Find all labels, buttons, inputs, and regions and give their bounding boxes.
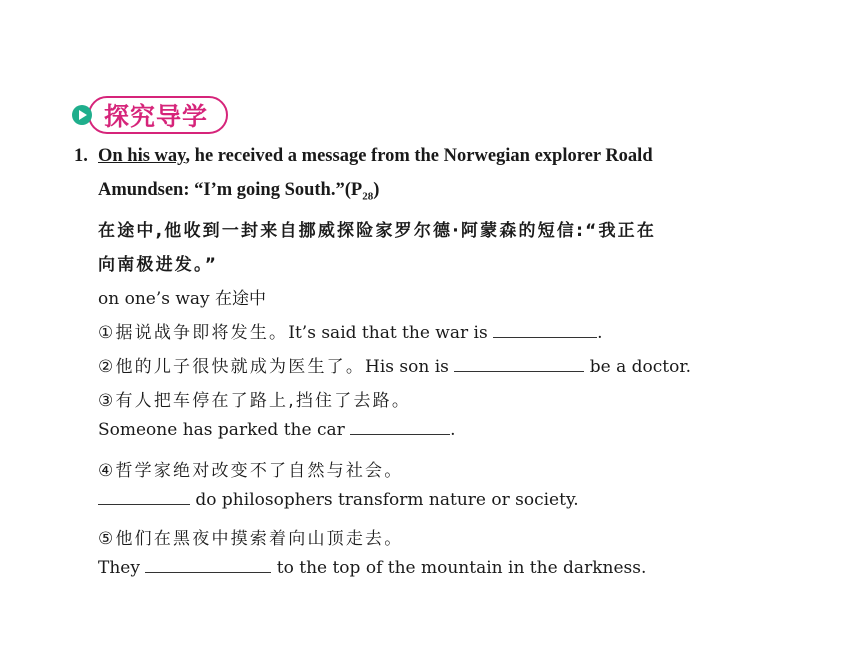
- example-5-end: to the top of the mountain in the darkness.: [276, 558, 647, 578]
- section-header: [72, 96, 228, 134]
- example-4-en: do philosophers transform nature or society.: [195, 490, 579, 510]
- example-1-end: .: [597, 323, 603, 343]
- example-1-en: It’s said that the war is: [288, 323, 488, 343]
- example-3-end: .: [450, 420, 456, 440]
- example-3-cn: ③有人把车停在了路上,挡住了去路。: [98, 391, 412, 411]
- example-2: [98, 352, 691, 377]
- question-number: 1.: [74, 146, 88, 166]
- question-line-1: [74, 146, 653, 167]
- page-subscript: 28: [362, 190, 374, 203]
- question-line-2: [98, 180, 379, 203]
- translation-line-1: 在途中,他收到一封来自挪威探险家罗尔德·阿蒙森的短信:“我正在: [98, 221, 657, 241]
- question-text-1: , he received a message from the Norwegian explorer Roald: [185, 146, 653, 166]
- question-text-2: Amundsen: “I’m going South.”(P: [98, 180, 363, 200]
- answer-blank-1[interactable]: [493, 323, 597, 338]
- page-close: ): [373, 180, 380, 200]
- answer-blank-5[interactable]: [145, 558, 271, 573]
- section-title: 探究导学: [88, 96, 228, 134]
- example-3-en: Someone has parked the car: [98, 420, 345, 440]
- example-1-cn: ①据说战争即将发生。: [98, 323, 289, 343]
- example-1: [98, 318, 603, 343]
- example-5-en: They: [98, 558, 140, 578]
- answer-blank-4[interactable]: [98, 490, 190, 505]
- example-5-cn: ⑤他们在黑夜中摸索着向山顶走去。: [98, 529, 404, 549]
- play-icon: [72, 105, 92, 125]
- translation-line-2: 向南极进发。”: [98, 255, 219, 275]
- example-2-end: be a doctor.: [589, 357, 691, 377]
- example-3: [98, 420, 456, 440]
- example-5: [98, 558, 646, 578]
- example-4: [98, 490, 579, 510]
- key-phrase: On his way: [98, 146, 186, 166]
- answer-blank-3[interactable]: [350, 420, 450, 435]
- phrase-note: on one’s way 在途中: [98, 289, 267, 309]
- example-2-cn: ②他的儿子很快就成为医生了。: [98, 357, 366, 377]
- example-2-en: His son is: [365, 357, 449, 377]
- example-4-cn: ④哲学家绝对改变不了自然与社会。: [98, 461, 404, 481]
- answer-blank-2[interactable]: [454, 357, 584, 372]
